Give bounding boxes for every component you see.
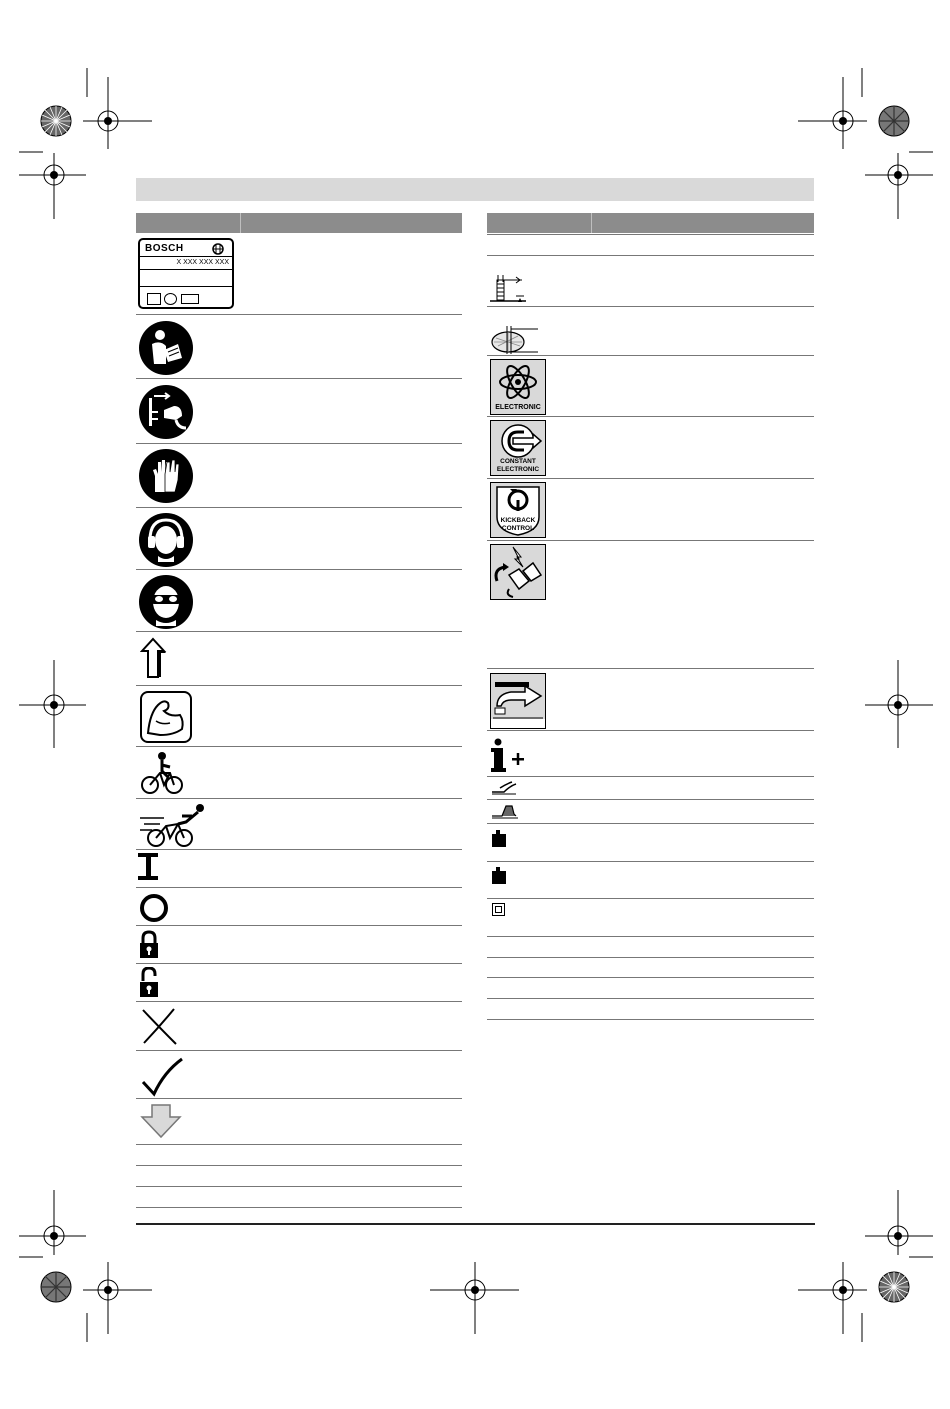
rating-plate-number: X XXX XXX XXX (176, 259, 229, 266)
bosch-logo-icon (212, 243, 224, 255)
lock-closed-icon (139, 930, 161, 960)
unplug-icon (138, 384, 194, 440)
read-manual-icon (138, 320, 194, 376)
row-divider (487, 998, 814, 999)
row-divider (136, 507, 462, 508)
row-divider (136, 746, 462, 747)
info-plus-icon (490, 738, 528, 774)
high-speed-cyclist-icon (138, 802, 206, 848)
kickback-control-icon (490, 482, 546, 538)
eye-protection-icon (138, 574, 194, 630)
row-divider (487, 799, 814, 800)
cross-icon (140, 1006, 180, 1046)
header-band (136, 178, 814, 201)
lock-open-icon (139, 967, 161, 999)
row-divider (487, 1019, 814, 1020)
row-divider (487, 255, 814, 256)
weight-icon (491, 830, 509, 848)
row-divider (136, 1001, 462, 1002)
rating-plate-icon (138, 238, 234, 309)
arrow-down-icon (140, 1103, 182, 1139)
row-divider (487, 668, 814, 669)
weight-icon (491, 867, 509, 885)
row-divider (136, 1207, 462, 1208)
row-divider (136, 925, 462, 926)
row-divider (487, 977, 814, 978)
row-divider (487, 540, 814, 541)
on-symbol-icon (138, 853, 160, 881)
row-divider (487, 776, 814, 777)
electronic-label: ELECTRONIC (495, 404, 541, 411)
row-divider (136, 1165, 462, 1166)
row-divider (136, 685, 462, 686)
off-symbol-icon (139, 893, 169, 923)
row-divider (136, 849, 462, 850)
strength-icon (140, 691, 192, 743)
left-header-col1 (136, 213, 241, 233)
row-divider (136, 631, 462, 632)
row-divider (136, 443, 462, 444)
row-divider (487, 478, 814, 479)
row-divider (487, 861, 814, 862)
soft-start-icon (490, 673, 546, 729)
protection-class-icon (492, 903, 506, 917)
low-torque-icon (490, 780, 520, 796)
kickback-label-2: CONTROL (501, 525, 535, 532)
row-divider (487, 957, 814, 958)
restart-protection-icon (490, 544, 546, 600)
row-divider (136, 1186, 462, 1187)
row-divider (487, 936, 814, 937)
disc-diameter-icon (490, 324, 540, 356)
cutting-depth-icon (488, 274, 528, 306)
row-divider (136, 887, 462, 888)
constant-label: CONSTANT (500, 458, 536, 465)
row-divider (487, 234, 814, 235)
constant-electronic-icon (490, 420, 546, 476)
row-divider (136, 569, 462, 570)
right-table-header (487, 213, 814, 233)
row-divider (136, 1098, 462, 1099)
constant-electronic-label: ELECTRONIC (496, 466, 540, 473)
right-header-col1 (487, 213, 592, 233)
ear-protection-icon (138, 512, 194, 568)
rating-plate-brand: BOSCH (145, 243, 184, 254)
footer-rule (136, 1223, 815, 1225)
row-divider (487, 416, 814, 417)
row-divider (136, 1050, 462, 1051)
arrow-up-icon (140, 637, 170, 679)
row-divider (487, 823, 814, 824)
electronic-icon (490, 359, 546, 415)
row-divider (136, 1144, 462, 1145)
row-divider (136, 378, 462, 379)
row-divider (487, 730, 814, 731)
gloves-icon (138, 448, 194, 504)
slow-speed-cyclist-icon (140, 751, 186, 795)
left-table-header (136, 213, 462, 233)
row-divider (487, 898, 814, 899)
row-divider (136, 314, 462, 315)
kickback-label-1: KICKBACK (500, 517, 536, 524)
checkmark-icon (140, 1056, 184, 1098)
row-divider (136, 798, 462, 799)
row-divider (487, 306, 814, 307)
high-torque-icon (490, 802, 520, 820)
row-divider (136, 963, 462, 964)
